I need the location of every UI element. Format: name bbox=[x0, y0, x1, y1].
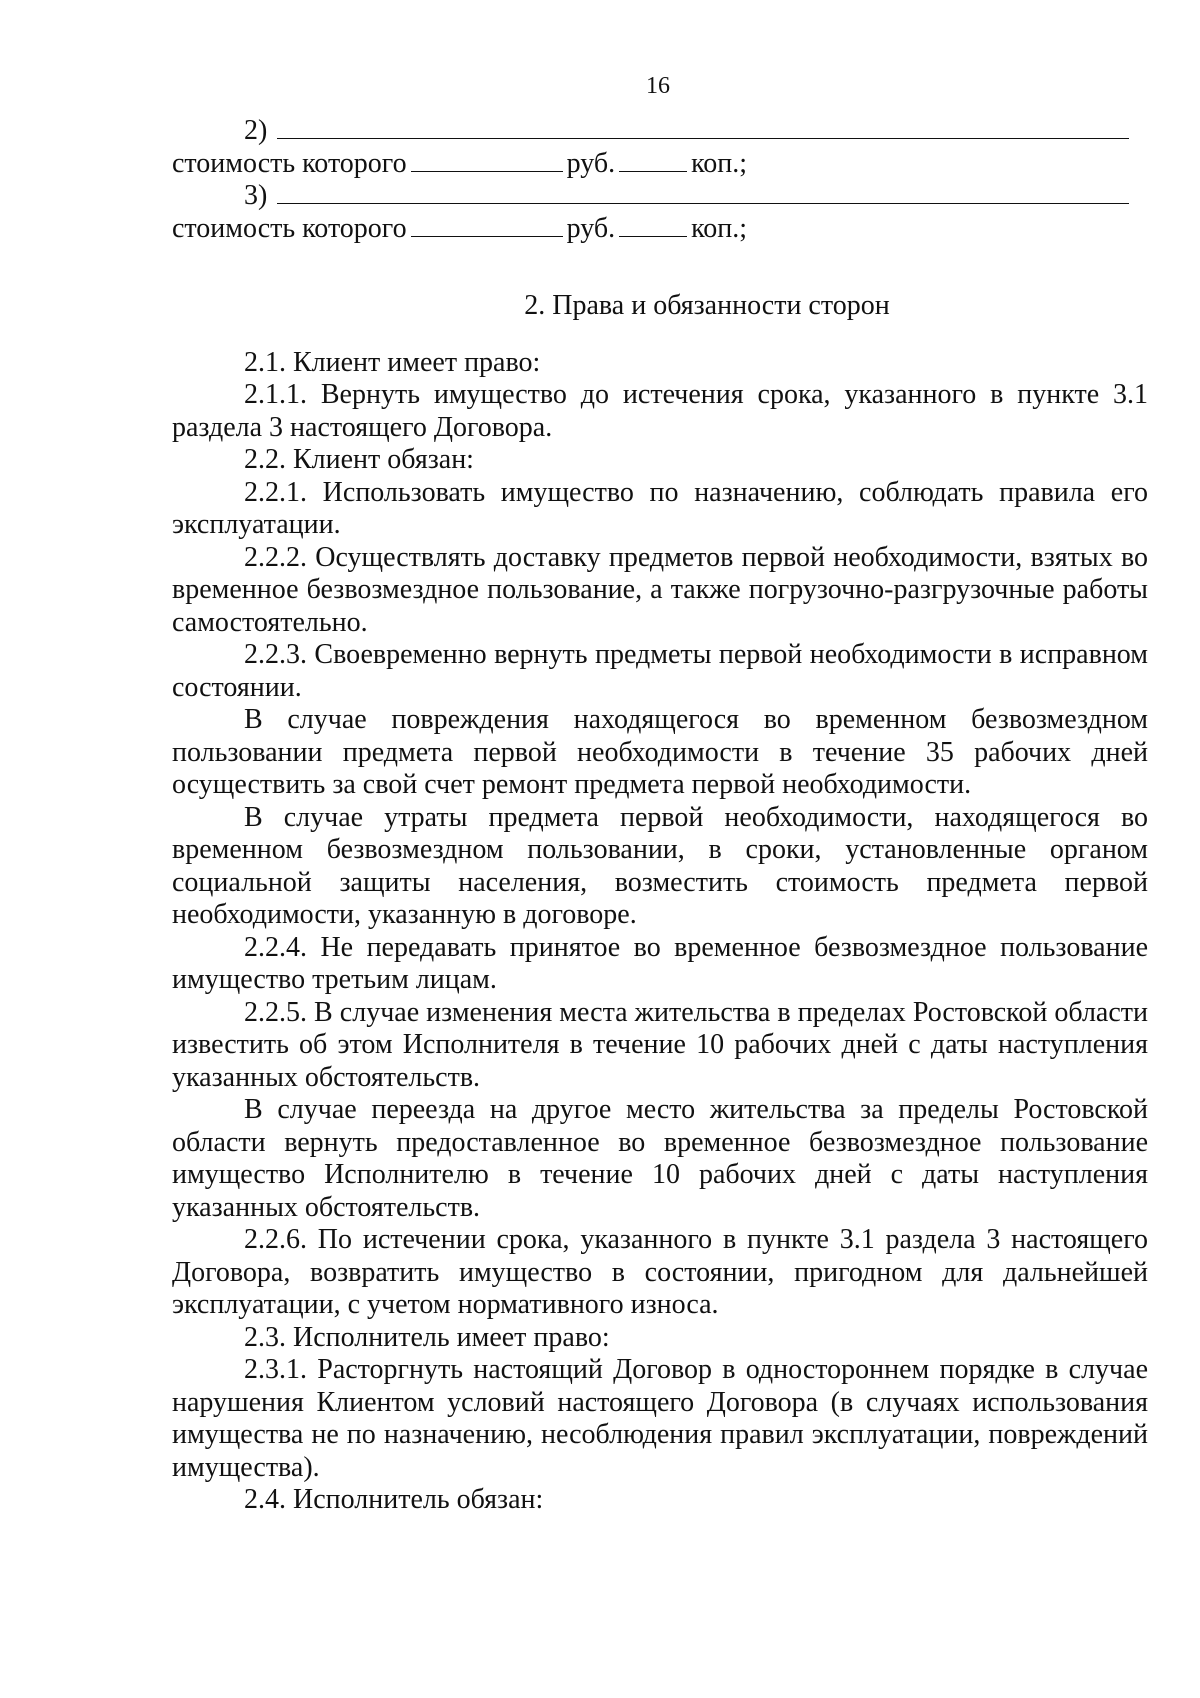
rub-blank bbox=[411, 147, 563, 172]
item-line-3 bbox=[172, 179, 1148, 212]
paragraph-2-1: 2.1. Клиент имеет право: bbox=[244, 346, 541, 378]
cost-label: стоимость которого bbox=[172, 147, 407, 179]
paragraph-2-2-2: 2.2.2. Осуществлять доставку предметов первой необходимости, взятых во временное безвозмездное пользование, а также погрузочно-разгрузочные работы самостоятельно. bbox=[172, 541, 1148, 638]
item-number: 3) bbox=[244, 180, 268, 211]
item-name-blank bbox=[277, 114, 1129, 139]
kop-label: коп.; bbox=[691, 147, 748, 179]
paragraph-2-4: 2.4. Исполнитель обязан: bbox=[244, 1484, 544, 1515]
item-name-blank bbox=[277, 179, 1129, 204]
page-number: 16 bbox=[646, 73, 670, 99]
rub-label: руб. bbox=[566, 212, 616, 244]
paragraph-relocation: В случае переезда на другое место жительства за пределы Ростовской области вернуть предоставленное во временное безвозмездное пользование имущество Исполнителю в течение 10 рабочих дней с даты наступления указанных обстоятельств. bbox=[172, 1094, 1148, 1223]
paragraph-2-2: 2.2. Клиент обязан: bbox=[244, 444, 474, 475]
section-title: 2. Права и обязанности сторон bbox=[524, 290, 890, 321]
kop-blank bbox=[619, 147, 687, 172]
paragraph-loss: В случае утраты предмета первой необходимости, находящегося во временном безвозмездном пользовании, в сроки, установленные органом социальной защиты населения, возместить стоимость предмета первой необходимости, указанную в договоре. bbox=[172, 801, 1148, 930]
paragraph-2-2-1: 2.2.1. Использовать имущество по назначению, соблюдать правила его эксплуатации. bbox=[172, 476, 1148, 540]
paragraph-2-2-4: 2.2.4. Не передавать принятое во временное безвозмездное пользование имущество третьим лицам. bbox=[172, 931, 1148, 995]
paragraph-2-1-1: 2.1.1. Вернуть имущество до истечения срока, указанного в пункте 3.1 раздела 3 настоящего Договора. bbox=[172, 379, 1148, 443]
paragraph-2-2-6: 2.2.6. По истечении срока, указанного в пункте 3.1 раздела 3 настоящего Договора, возвратить имущество в состоянии, пригодном для дальнейшей эксплуатации, с учетом нормативного износа. bbox=[172, 1224, 1148, 1320]
paragraph-2-3-1: 2.3.1. Расторгнуть настоящий Договор в одностороннем порядке в случае нарушения Клиентом условий настоящего Договора (в случаях использования имущества не по назначению, несоблюдения правил эксплуатации, повреждений имущества). bbox=[172, 1354, 1148, 1483]
item-line-2 bbox=[172, 114, 1148, 147]
item-cost-line-2 bbox=[172, 147, 1148, 180]
paragraph-damage: В случае повреждения находящегося во временном безвозмездном пользовании предмета первой необходимости в течение 35 рабочих дней осуществить за свой счет ремонт предмета первой необходимости. bbox=[172, 704, 1148, 800]
kop-blank bbox=[619, 212, 687, 237]
paragraph-2-2-3: 2.2.3. Своевременно вернуть предметы первой необходимости в исправном состоянии. bbox=[172, 639, 1148, 703]
item-number: 2) bbox=[244, 115, 268, 146]
paragraph-2-3: 2.3. Исполнитель имеет право: bbox=[244, 1321, 610, 1353]
rub-label: руб. bbox=[566, 147, 616, 179]
document-body bbox=[172, 114, 1148, 1517]
cost-label: стоимость которого bbox=[172, 212, 407, 244]
item-cost-line-3 bbox=[172, 212, 1148, 245]
kop-label: коп.; bbox=[691, 212, 748, 244]
paragraph-2-2-5: 2.2.5. В случае изменения места жительства в пределах Ростовской области известить об этом Исполнителя в течение 10 рабочих дней с даты наступления указанных обстоятельств. bbox=[172, 996, 1148, 1093]
rub-blank bbox=[411, 212, 563, 237]
